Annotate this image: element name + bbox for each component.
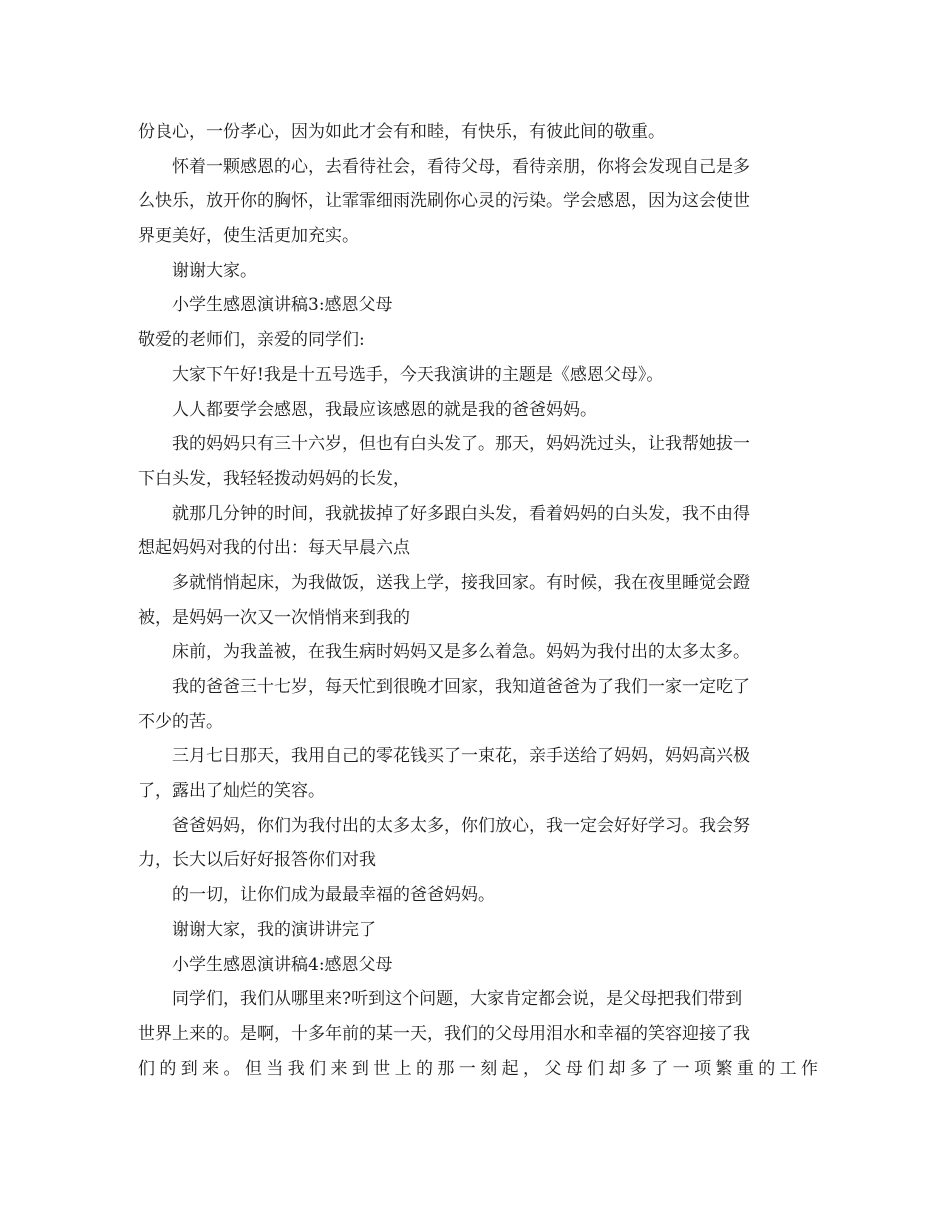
text-line: 敬爱的老师们，亲爱的同学们:	[138, 330, 365, 351]
text-line: 同学们，我们从哪里来?听到这个问题，大家肯定都会说，是父母把我们带到	[172, 989, 743, 1010]
text-line: 三月七日那天，我用自己的零花钱买了一束花，亲手送给了妈妈，妈妈高兴极	[172, 746, 750, 767]
text-line: 的一切，让你们成为最最幸福的爸爸妈妈。	[172, 885, 495, 906]
text-line: 了，露出了灿烂的笑容。	[138, 781, 325, 802]
text-line: 想起妈妈对我的付出：每天早晨六点	[138, 538, 410, 559]
text-line: 们的到来。但当我们来到世上的那一刻起，父母们却多了一项繁重的工作	[138, 1058, 818, 1079]
text-line: 我的妈妈只有三十六岁，但也有白头发了。那天，妈妈洗过头，让我帮她拔一	[172, 434, 750, 455]
text-line: 世界上来的。是啊，十多年前的某一天，我们的父母用泪水和幸福的笑容迎接了我	[138, 1023, 750, 1044]
text-line: 爸爸妈妈，你们为我付出的太多太多，你们放心，我一定会好好学习。我会努	[172, 815, 750, 836]
text-line: 不少的苦。	[138, 711, 223, 732]
text-line: 界更美好，使生活更加充实。	[138, 226, 359, 247]
text-line: 么快乐，放开你的胸怀，让霏霏细雨洗刷你心灵的污染。学会感恩，因为这会使世	[138, 191, 750, 212]
text-line: 下白头发，我轻轻拨动妈妈的长发，	[138, 468, 410, 489]
text-line: 小学生感恩演讲稿3:感恩父母	[172, 295, 393, 316]
text-line: 谢谢大家，我的演讲讲完了	[172, 919, 376, 940]
text-line: 人人都要学会感恩，我最应该感恩的就是我的爸爸妈妈。	[172, 399, 597, 420]
text-line: 就那几分钟的时间，我就拔掉了好多跟白头发，看着妈妈的白头发，我不由得	[172, 503, 750, 524]
text-line: 大家下午好!我是十五号选手，今天我演讲的主题是《感恩父母》。	[172, 364, 664, 385]
text-line: 份良心，一份孝心，因为如此才会有和睦，有快乐，有彼此间的敬重。	[138, 122, 665, 142]
document-body	[138, 115, 818, 1086]
text-line: 我的爸爸三十七岁，每天忙到很晚才回家，我知道爸爸为了我们一家一定吃了	[172, 677, 750, 697]
text-line: 多就悄悄起床，为我做饭，送我上学，接我回家。有时候，我在夜里睡觉会蹬	[172, 572, 750, 593]
text-line: 谢谢大家。	[172, 260, 257, 281]
text-line: 床前，为我盖被，在我生病时妈妈又是多么着急。妈妈为我付出的太多太多。	[172, 642, 750, 663]
text-line: 怀着一颗感恩的心，去看待社会，看待父母，看待亲朋，你将会发现自己是多	[172, 156, 750, 177]
text-line: 力，长大以后好好报答你们对我	[138, 850, 376, 871]
text-line: 被，是妈妈一次又一次悄悄来到我的	[138, 607, 410, 628]
text-line: 小学生感恩演讲稿4:感恩父母	[172, 954, 393, 975]
